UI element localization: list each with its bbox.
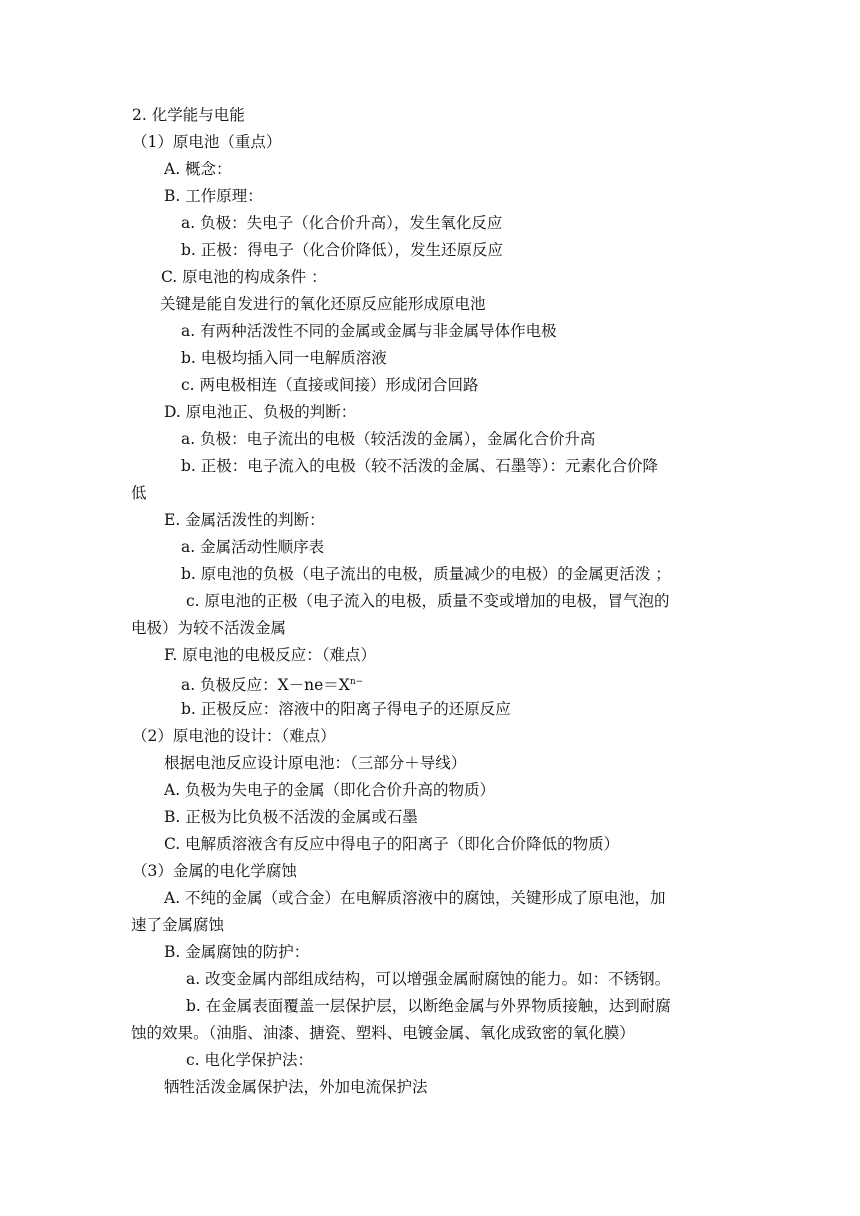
document-body	[0, 102, 860, 1101]
outline-subitem: b. 原电池的负极（电子流出的电极，质量减少的电极）的金属更活泼 ；	[181, 565, 671, 583]
outline-subitem: c. 原电池的正极（电子流入的电极，质量不变或增加的电极，冒气泡的	[186, 592, 670, 610]
outline-subitem: a. 金属活动性顺序表	[181, 538, 325, 556]
outline-subitem: a. 负极：失电子（化合价升高），发生氧化反应	[181, 214, 503, 232]
subsection-heading: （1）原电池（重点）	[132, 133, 282, 151]
outline-subitem: b. 正极：电子流入的电极（较不活泼的金属、石墨等）：元素化合价降	[181, 457, 659, 475]
outline-subitem: c. 两电极相连（直接或间接）形成闭合回路	[181, 376, 479, 394]
outline-item: C. 电解质溶液含有反应中得电子的阳离子（即化合价降低的物质）	[164, 835, 620, 853]
paragraph-continuation: 电极）为较不活泼金属	[131, 619, 287, 637]
paragraph-continuation: 蚀的效果。（油脂、油漆、搪瓷、塑料、电镀金属、氧化成致密的氧化膜）	[131, 1024, 635, 1042]
outline-subitem	[0, 669, 860, 696]
subsection-heading: （3）金属的电化学腐蚀	[132, 862, 297, 880]
outline-item: A. 负极为失电子的金属（即化合价升高的物质）	[164, 781, 496, 799]
section-heading: 2. 化学能与电能	[132, 106, 245, 124]
outline-subitem: b. 正极：得电子（化合价降低），发生还原反应	[181, 241, 504, 259]
subsection-heading: （2）原电池的设计：（难点）	[132, 727, 336, 745]
outline-item: A. 概念：	[164, 160, 232, 178]
paragraph-text: 牺牲活泼金属保护法，外加电流保护法	[164, 1078, 428, 1096]
outline-item: E. 金属活泼性的判断：	[164, 511, 325, 529]
outline-subitem: a. 有两种活泼性不同的金属或金属与非金属导体作电极	[181, 322, 557, 340]
outline-item: B. 正极为比负极不活泼的金属或石墨	[164, 808, 418, 826]
paragraph-text: 根据电池反应设计原电池：（三部分＋导线）	[164, 754, 467, 772]
outline-subitem: a. 改变金属内部组成结构，可以增强金属耐腐蚀的能力。如：不锈钢。	[186, 970, 671, 988]
paragraph-continuation: 低	[131, 484, 147, 502]
outline-subitem: b. 正极反应：溶液中的阳离子得电子的还原反应	[181, 700, 511, 718]
outline-item: B. 金属腐蚀的防护：	[164, 943, 310, 961]
outline-subitem: b. 在金属表面覆盖一层保护层，以断绝金属与外界物质接触，达到耐腐	[186, 997, 671, 1015]
outline-item: D. 原电池正、负极的判断：	[164, 403, 357, 421]
outline-item: C. 原电池的构成条件 ：	[161, 268, 327, 286]
paragraph-text: 关键是能自发进行的氧化还原反应能形成原电池	[160, 295, 486, 313]
outline-item: F. 原电池的电极反应：（难点）	[164, 646, 376, 664]
outline-item: A. 不纯的金属（或合金）在电解质溶液中的腐蚀，关键形成了原电池，加	[164, 889, 666, 907]
negative-electrode-equation: a. 负极反应：X－ne＝X	[181, 676, 350, 694]
outline-subitem: c. 电化学保护法：	[186, 1051, 314, 1069]
outline-item: B. 工作原理：	[164, 187, 263, 205]
outline-subitem: b. 电极均插入同一电解质溶液	[181, 349, 387, 367]
outline-subitem: a. 负极：电子流出的电极（较活泼的金属），金属化合价升高	[181, 430, 596, 448]
paragraph-continuation: 速了金属腐蚀	[131, 916, 225, 934]
ion-charge-superscript: n−	[349, 677, 364, 687]
